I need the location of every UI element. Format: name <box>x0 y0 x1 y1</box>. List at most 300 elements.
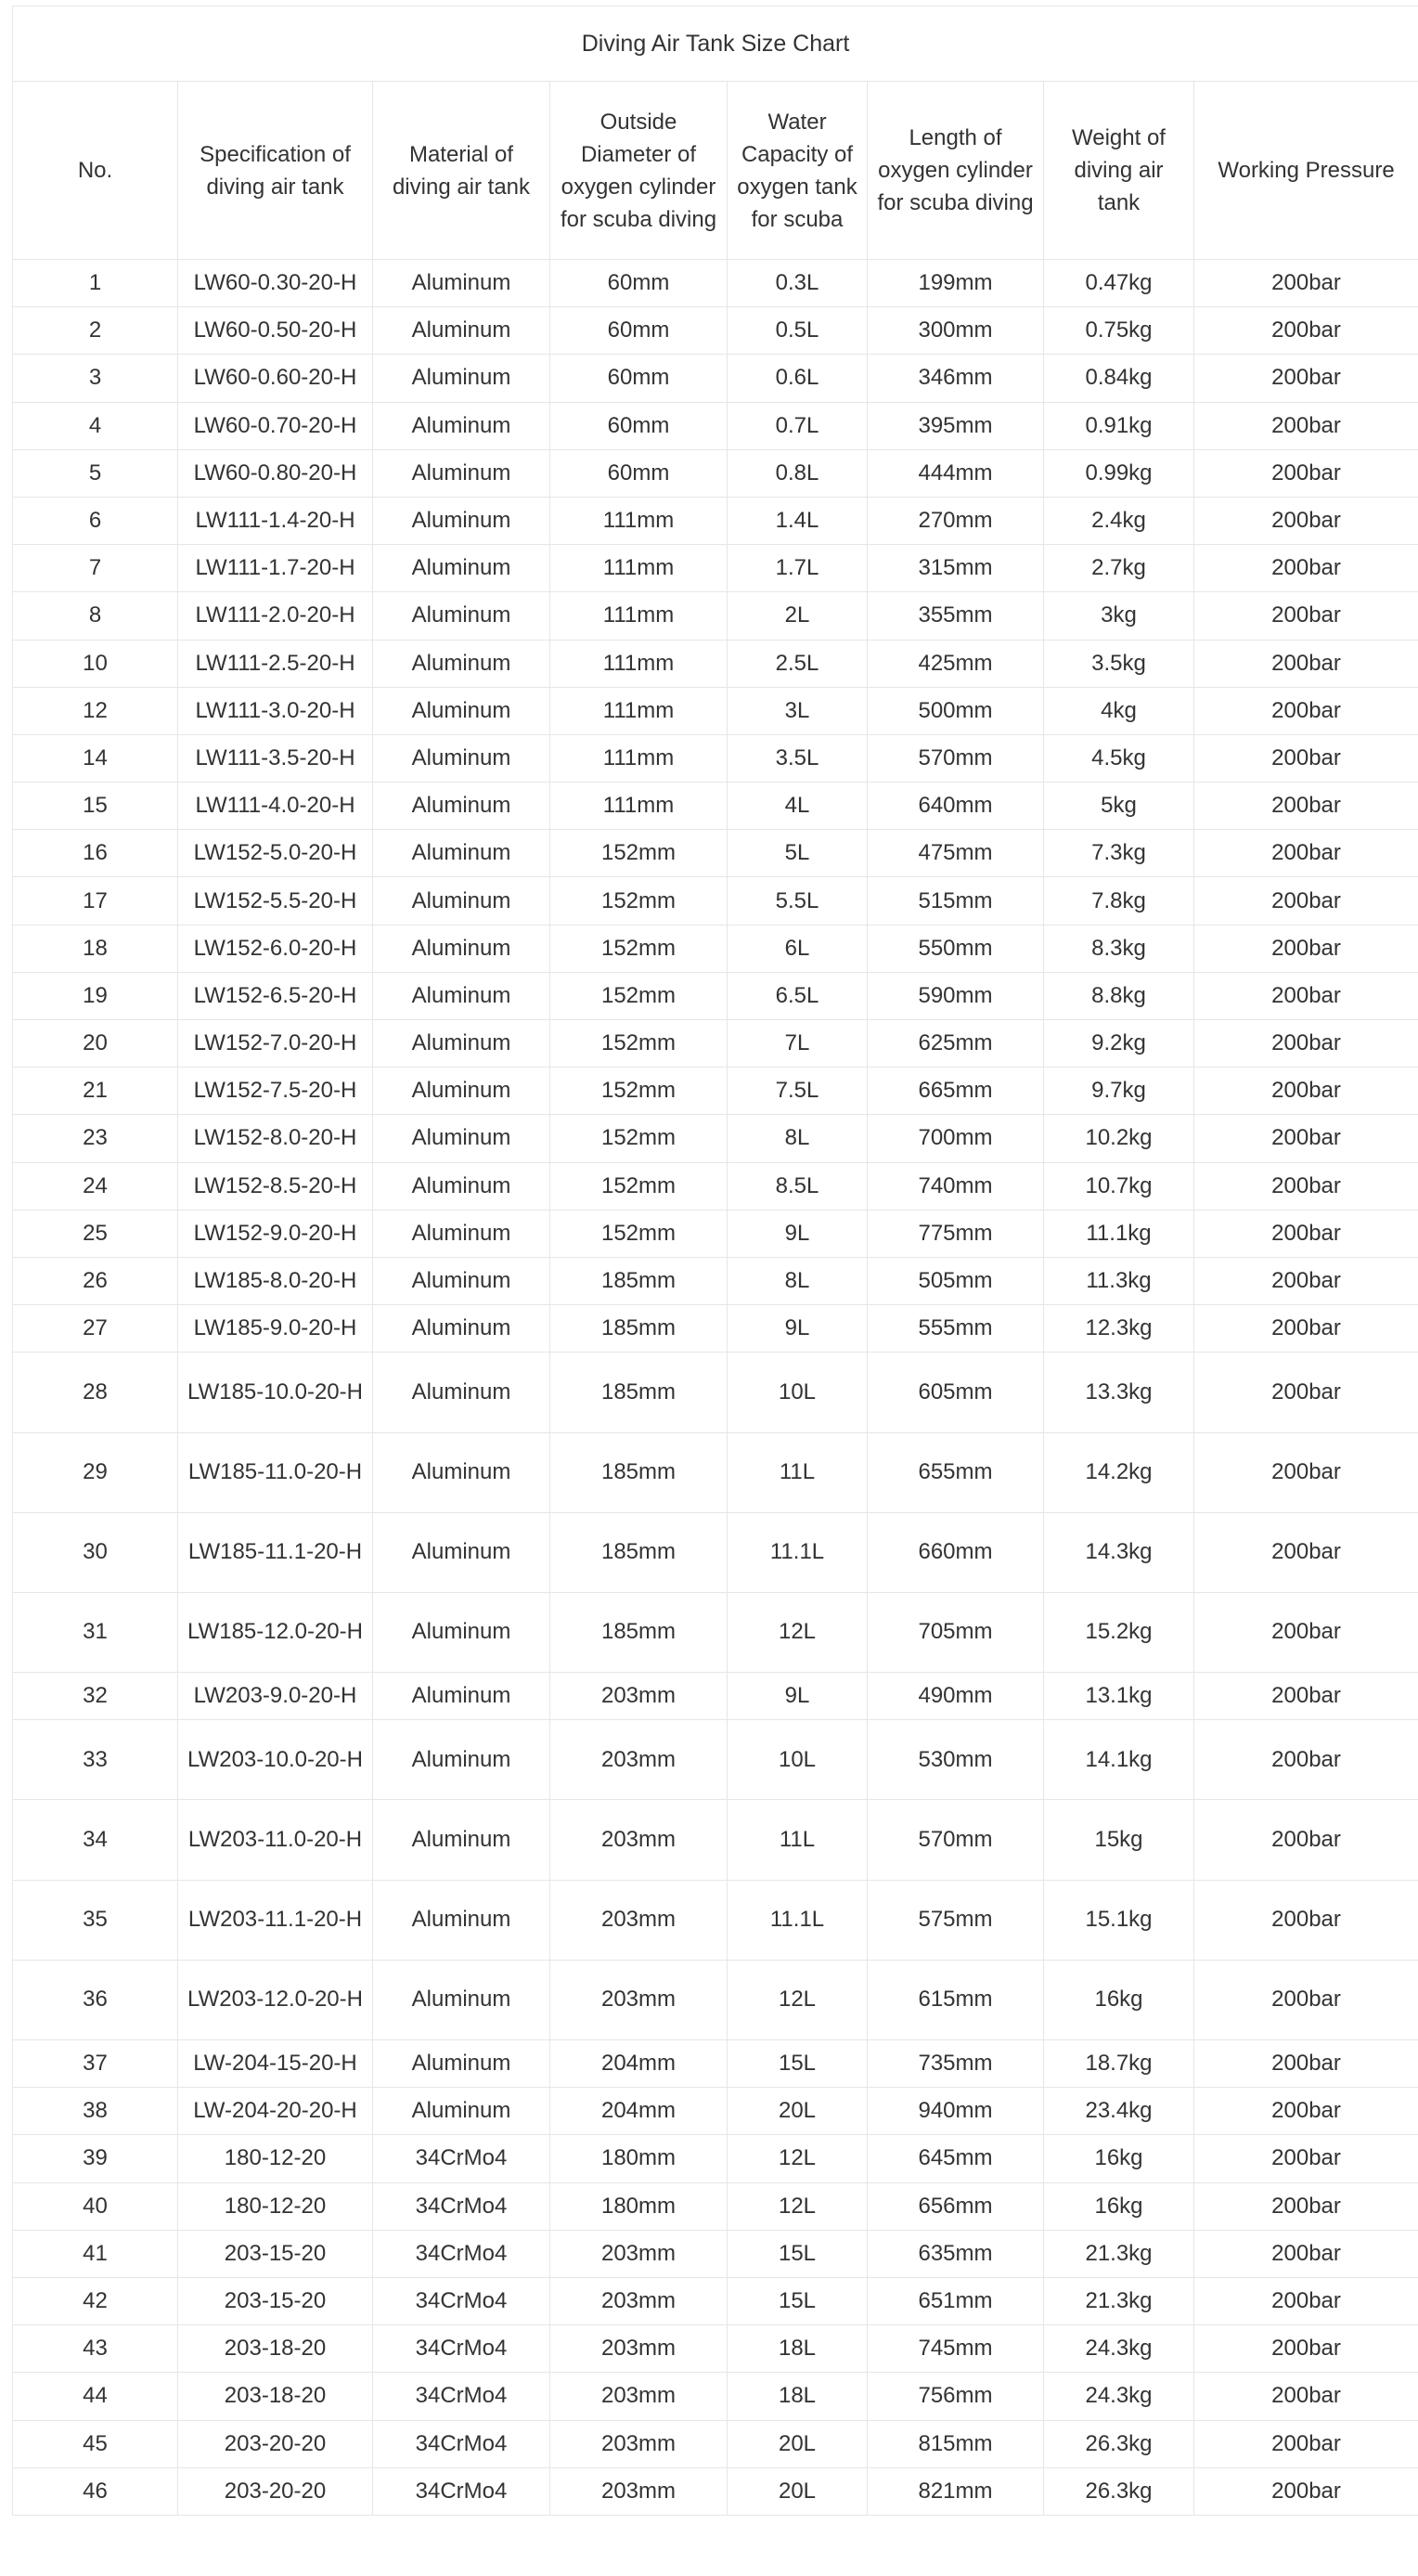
cell-weight: 0.75kg <box>1044 307 1194 355</box>
cell-specification: 180-12-20 <box>178 2182 373 2230</box>
cell-weight: 7.3kg <box>1044 830 1194 877</box>
cell-specification: 180-12-20 <box>178 2135 373 2182</box>
header-length: Length of oxygen cylinder for scuba diving <box>868 82 1044 260</box>
cell-material: Aluminum <box>373 1800 550 1880</box>
cell-no: 42 <box>13 2277 178 2324</box>
cell-water-capacity: 0.5L <box>728 307 868 355</box>
cell-water-capacity: 1.7L <box>728 545 868 592</box>
cell-working-pressure: 200bar <box>1194 1068 1418 1115</box>
cell-water-capacity: 8L <box>728 1115 868 1162</box>
cell-no: 31 <box>13 1592 178 1672</box>
cell-working-pressure: 200bar <box>1194 1305 1418 1353</box>
cell-specification: LW185-11.1-20-H <box>178 1512 373 1592</box>
cell-length: 425mm <box>868 640 1044 687</box>
cell-outside-diameter: 152mm <box>550 1210 728 1257</box>
cell-specification: 203-15-20 <box>178 2277 373 2324</box>
cell-water-capacity: 5L <box>728 830 868 877</box>
cell-working-pressure: 200bar <box>1194 2373 1418 2420</box>
cell-water-capacity: 11.1L <box>728 1880 868 1960</box>
cell-length: 315mm <box>868 545 1044 592</box>
cell-water-capacity: 15L <box>728 2040 868 2088</box>
table-row <box>13 972 1418 1019</box>
cell-outside-diameter: 203mm <box>550 1673 728 1720</box>
cell-no: 40 <box>13 2182 178 2230</box>
cell-working-pressure: 200bar <box>1194 830 1418 877</box>
cell-material: 34CrMo4 <box>373 2230 550 2277</box>
header-weight: Weight of diving air tank <box>1044 82 1194 260</box>
cell-material: Aluminum <box>373 877 550 925</box>
cell-water-capacity: 15L <box>728 2277 868 2324</box>
cell-no: 8 <box>13 592 178 640</box>
table-row <box>13 2040 1418 2088</box>
cell-length: 395mm <box>868 402 1044 449</box>
cell-outside-diameter: 185mm <box>550 1257 728 1304</box>
cell-specification: LW203-11.1-20-H <box>178 1880 373 1960</box>
cell-length: 700mm <box>868 1115 1044 1162</box>
cell-length: 655mm <box>868 1432 1044 1512</box>
table-title: Diving Air Tank Size Chart <box>13 6 1418 82</box>
cell-material: Aluminum <box>373 1115 550 1162</box>
size-chart-table <box>12 6 1418 2516</box>
cell-working-pressure: 200bar <box>1194 1720 1418 1800</box>
cell-specification: LW60-0.50-20-H <box>178 307 373 355</box>
table-row <box>13 1512 1418 1592</box>
cell-length: 735mm <box>868 2040 1044 2088</box>
cell-no: 45 <box>13 2420 178 2467</box>
cell-material: 34CrMo4 <box>373 2467 550 2515</box>
cell-material: Aluminum <box>373 449 550 497</box>
cell-material: Aluminum <box>373 1162 550 1210</box>
cell-working-pressure: 200bar <box>1194 592 1418 640</box>
cell-material: 34CrMo4 <box>373 2325 550 2373</box>
cell-outside-diameter: 111mm <box>550 687 728 734</box>
cell-working-pressure: 200bar <box>1194 2182 1418 2230</box>
cell-working-pressure: 200bar <box>1194 640 1418 687</box>
cell-no: 25 <box>13 1210 178 1257</box>
cell-specification: LW60-0.60-20-H <box>178 355 373 402</box>
cell-specification: LW185-8.0-20-H <box>178 1257 373 1304</box>
cell-no: 37 <box>13 2040 178 2088</box>
cell-working-pressure: 200bar <box>1194 2325 1418 2373</box>
table-row <box>13 2088 1418 2135</box>
cell-no: 29 <box>13 1432 178 1512</box>
table-row <box>13 260 1418 307</box>
cell-weight: 8.8kg <box>1044 972 1194 1019</box>
cell-weight: 18.7kg <box>1044 2040 1194 2088</box>
cell-outside-diameter: 185mm <box>550 1592 728 1672</box>
table-row <box>13 1115 1418 1162</box>
cell-no: 12 <box>13 687 178 734</box>
cell-water-capacity: 5.5L <box>728 877 868 925</box>
cell-water-capacity: 11L <box>728 1432 868 1512</box>
cell-length: 740mm <box>868 1162 1044 1210</box>
cell-working-pressure: 200bar <box>1194 877 1418 925</box>
table-row <box>13 497 1418 544</box>
cell-outside-diameter: 152mm <box>550 830 728 877</box>
cell-weight: 15.1kg <box>1044 1880 1194 1960</box>
cell-water-capacity: 9L <box>728 1305 868 1353</box>
cell-working-pressure: 200bar <box>1194 355 1418 402</box>
cell-specification: LW203-10.0-20-H <box>178 1720 373 1800</box>
cell-no: 30 <box>13 1512 178 1592</box>
cell-material: Aluminum <box>373 2040 550 2088</box>
cell-outside-diameter: 203mm <box>550 1720 728 1800</box>
cell-no: 2 <box>13 307 178 355</box>
cell-water-capacity: 18L <box>728 2373 868 2420</box>
cell-length: 515mm <box>868 877 1044 925</box>
cell-specification: LW152-8.5-20-H <box>178 1162 373 1210</box>
table-row <box>13 2277 1418 2324</box>
cell-length: 475mm <box>868 830 1044 877</box>
cell-outside-diameter: 203mm <box>550 2230 728 2277</box>
cell-outside-diameter: 152mm <box>550 1115 728 1162</box>
cell-weight: 13.3kg <box>1044 1353 1194 1432</box>
cell-specification: 203-20-20 <box>178 2467 373 2515</box>
cell-no: 16 <box>13 830 178 877</box>
cell-water-capacity: 3L <box>728 687 868 734</box>
table-row <box>13 2182 1418 2230</box>
cell-material: Aluminum <box>373 1720 550 1800</box>
cell-water-capacity: 12L <box>728 2135 868 2182</box>
cell-outside-diameter: 185mm <box>550 1432 728 1512</box>
cell-length: 555mm <box>868 1305 1044 1353</box>
cell-no: 26 <box>13 1257 178 1304</box>
cell-specification: LW111-4.0-20-H <box>178 783 373 830</box>
table-row <box>13 2373 1418 2420</box>
cell-working-pressure: 200bar <box>1194 2040 1418 2088</box>
cell-weight: 24.3kg <box>1044 2373 1194 2420</box>
cell-specification: LW111-1.4-20-H <box>178 497 373 544</box>
cell-outside-diameter: 185mm <box>550 1353 728 1432</box>
cell-no: 4 <box>13 402 178 449</box>
cell-working-pressure: 200bar <box>1194 1020 1418 1068</box>
cell-no: 10 <box>13 640 178 687</box>
cell-specification: 203-18-20 <box>178 2373 373 2420</box>
cell-material: Aluminum <box>373 830 550 877</box>
cell-no: 27 <box>13 1305 178 1353</box>
table-body <box>13 260 1418 2516</box>
cell-weight: 4.5kg <box>1044 734 1194 782</box>
cell-working-pressure: 200bar <box>1194 1115 1418 1162</box>
cell-length: 505mm <box>868 1257 1044 1304</box>
cell-working-pressure: 200bar <box>1194 2135 1418 2182</box>
cell-length: 615mm <box>868 1960 1044 2039</box>
cell-material: Aluminum <box>373 687 550 734</box>
cell-working-pressure: 200bar <box>1194 1210 1418 1257</box>
cell-outside-diameter: 111mm <box>550 545 728 592</box>
cell-length: 940mm <box>868 2088 1044 2135</box>
cell-length: 346mm <box>868 355 1044 402</box>
cell-weight: 14.1kg <box>1044 1720 1194 1800</box>
cell-length: 550mm <box>868 925 1044 972</box>
cell-working-pressure: 200bar <box>1194 687 1418 734</box>
cell-material: Aluminum <box>373 402 550 449</box>
table-row <box>13 1257 1418 1304</box>
cell-material: 34CrMo4 <box>373 2182 550 2230</box>
table-row <box>13 1720 1418 1800</box>
cell-no: 15 <box>13 783 178 830</box>
cell-weight: 9.7kg <box>1044 1068 1194 1115</box>
cell-material: Aluminum <box>373 355 550 402</box>
header-water-capacity: Water Capacity of oxygen tank for scuba <box>728 82 868 260</box>
cell-no: 36 <box>13 1960 178 2039</box>
cell-water-capacity: 7L <box>728 1020 868 1068</box>
cell-water-capacity: 11L <box>728 1800 868 1880</box>
cell-length: 530mm <box>868 1720 1044 1800</box>
cell-material: Aluminum <box>373 1592 550 1672</box>
cell-weight: 16kg <box>1044 2135 1194 2182</box>
table-row <box>13 1673 1418 1720</box>
table-row <box>13 640 1418 687</box>
cell-specification: LW152-9.0-20-H <box>178 1210 373 1257</box>
cell-material: Aluminum <box>373 734 550 782</box>
cell-weight: 3.5kg <box>1044 640 1194 687</box>
table-row <box>13 1880 1418 1960</box>
cell-no: 33 <box>13 1720 178 1800</box>
cell-weight: 0.99kg <box>1044 449 1194 497</box>
table-row <box>13 1162 1418 1210</box>
cell-length: 444mm <box>868 449 1044 497</box>
cell-no: 14 <box>13 734 178 782</box>
cell-no: 44 <box>13 2373 178 2420</box>
cell-outside-diameter: 185mm <box>550 1305 728 1353</box>
cell-length: 635mm <box>868 2230 1044 2277</box>
table-row <box>13 734 1418 782</box>
cell-water-capacity: 15L <box>728 2230 868 2277</box>
table-row <box>13 1432 1418 1512</box>
cell-weight: 3kg <box>1044 592 1194 640</box>
cell-material: Aluminum <box>373 1353 550 1432</box>
cell-material: Aluminum <box>373 1432 550 1512</box>
header-row <box>13 82 1418 260</box>
cell-material: Aluminum <box>373 1020 550 1068</box>
cell-working-pressure: 200bar <box>1194 1257 1418 1304</box>
cell-weight: 21.3kg <box>1044 2230 1194 2277</box>
cell-weight: 8.3kg <box>1044 925 1194 972</box>
cell-specification: LW152-7.0-20-H <box>178 1020 373 1068</box>
cell-water-capacity: 0.3L <box>728 260 868 307</box>
table-row <box>13 1800 1418 1880</box>
cell-outside-diameter: 60mm <box>550 260 728 307</box>
cell-length: 775mm <box>868 1210 1044 1257</box>
cell-specification: LW111-2.0-20-H <box>178 592 373 640</box>
cell-water-capacity: 6L <box>728 925 868 972</box>
table-row <box>13 1068 1418 1115</box>
cell-specification: LW152-8.0-20-H <box>178 1115 373 1162</box>
cell-water-capacity: 20L <box>728 2420 868 2467</box>
table-row <box>13 355 1418 402</box>
cell-material: Aluminum <box>373 1068 550 1115</box>
cell-water-capacity: 0.8L <box>728 449 868 497</box>
cell-length: 605mm <box>868 1353 1044 1432</box>
cell-outside-diameter: 203mm <box>550 1800 728 1880</box>
cell-water-capacity: 20L <box>728 2088 868 2135</box>
cell-specification: LW185-11.0-20-H <box>178 1432 373 1512</box>
table-row <box>13 402 1418 449</box>
cell-no: 1 <box>13 260 178 307</box>
cell-working-pressure: 200bar <box>1194 783 1418 830</box>
cell-outside-diameter: 152mm <box>550 1162 728 1210</box>
cell-weight: 2.4kg <box>1044 497 1194 544</box>
cell-specification: LW185-9.0-20-H <box>178 1305 373 1353</box>
cell-outside-diameter: 152mm <box>550 877 728 925</box>
header-no: No. <box>13 82 178 260</box>
cell-outside-diameter: 60mm <box>550 307 728 355</box>
cell-water-capacity: 18L <box>728 2325 868 2373</box>
cell-no: 23 <box>13 1115 178 1162</box>
cell-length: 745mm <box>868 2325 1044 2373</box>
cell-water-capacity: 9L <box>728 1673 868 1720</box>
cell-weight: 26.3kg <box>1044 2420 1194 2467</box>
cell-material: 34CrMo4 <box>373 2277 550 2324</box>
cell-water-capacity: 20L <box>728 2467 868 2515</box>
cell-no: 3 <box>13 355 178 402</box>
cell-length: 651mm <box>868 2277 1044 2324</box>
cell-weight: 5kg <box>1044 783 1194 830</box>
cell-water-capacity: 12L <box>728 1592 868 1672</box>
cell-outside-diameter: 60mm <box>550 449 728 497</box>
cell-length: 199mm <box>868 260 1044 307</box>
cell-outside-diameter: 203mm <box>550 2467 728 2515</box>
cell-material: Aluminum <box>373 1210 550 1257</box>
cell-water-capacity: 0.6L <box>728 355 868 402</box>
cell-working-pressure: 200bar <box>1194 2277 1418 2324</box>
cell-water-capacity: 2.5L <box>728 640 868 687</box>
cell-working-pressure: 200bar <box>1194 307 1418 355</box>
cell-working-pressure: 200bar <box>1194 2467 1418 2515</box>
table-row <box>13 307 1418 355</box>
cell-no: 38 <box>13 2088 178 2135</box>
table-row <box>13 830 1418 877</box>
table-row <box>13 2420 1418 2467</box>
cell-length: 575mm <box>868 1880 1044 1960</box>
cell-specification: LW203-12.0-20-H <box>178 1960 373 2039</box>
cell-no: 46 <box>13 2467 178 2515</box>
title-row <box>13 6 1418 82</box>
cell-outside-diameter: 203mm <box>550 2420 728 2467</box>
cell-weight: 24.3kg <box>1044 2325 1194 2373</box>
cell-material: Aluminum <box>373 925 550 972</box>
cell-working-pressure: 200bar <box>1194 260 1418 307</box>
cell-no: 21 <box>13 1068 178 1115</box>
table-row <box>13 877 1418 925</box>
cell-working-pressure: 200bar <box>1194 545 1418 592</box>
cell-no: 41 <box>13 2230 178 2277</box>
cell-specification: LW152-5.5-20-H <box>178 877 373 925</box>
cell-specification: LW-204-20-20-H <box>178 2088 373 2135</box>
cell-weight: 13.1kg <box>1044 1673 1194 1720</box>
cell-working-pressure: 200bar <box>1194 1353 1418 1432</box>
cell-length: 570mm <box>868 734 1044 782</box>
cell-material: Aluminum <box>373 640 550 687</box>
cell-working-pressure: 200bar <box>1194 925 1418 972</box>
cell-length: 656mm <box>868 2182 1044 2230</box>
cell-specification: 203-18-20 <box>178 2325 373 2373</box>
cell-working-pressure: 200bar <box>1194 2230 1418 2277</box>
cell-water-capacity: 8L <box>728 1257 868 1304</box>
table-row <box>13 2230 1418 2277</box>
cell-material: Aluminum <box>373 783 550 830</box>
table-row <box>13 1305 1418 1353</box>
cell-specification: LW152-6.0-20-H <box>178 925 373 972</box>
cell-length: 270mm <box>868 497 1044 544</box>
cell-no: 5 <box>13 449 178 497</box>
cell-water-capacity: 6.5L <box>728 972 868 1019</box>
cell-length: 821mm <box>868 2467 1044 2515</box>
cell-specification: LW152-7.5-20-H <box>178 1068 373 1115</box>
cell-specification: LW152-5.0-20-H <box>178 830 373 877</box>
cell-working-pressure: 200bar <box>1194 402 1418 449</box>
cell-no: 20 <box>13 1020 178 1068</box>
cell-specification: LW111-2.5-20-H <box>178 640 373 687</box>
table-row <box>13 925 1418 972</box>
cell-outside-diameter: 111mm <box>550 734 728 782</box>
table-row <box>13 783 1418 830</box>
cell-material: Aluminum <box>373 972 550 1019</box>
cell-working-pressure: 200bar <box>1194 1673 1418 1720</box>
cell-length: 705mm <box>868 1592 1044 1672</box>
table-row <box>13 1020 1418 1068</box>
cell-working-pressure: 200bar <box>1194 1592 1418 1672</box>
cell-water-capacity: 1.4L <box>728 497 868 544</box>
cell-length: 815mm <box>868 2420 1044 2467</box>
cell-outside-diameter: 185mm <box>550 1512 728 1592</box>
cell-no: 6 <box>13 497 178 544</box>
cell-material: Aluminum <box>373 1512 550 1592</box>
cell-weight: 7.8kg <box>1044 877 1194 925</box>
cell-water-capacity: 3.5L <box>728 734 868 782</box>
table-row <box>13 1960 1418 2039</box>
cell-specification: LW152-6.5-20-H <box>178 972 373 1019</box>
cell-material: Aluminum <box>373 1305 550 1353</box>
cell-specification: LW111-1.7-20-H <box>178 545 373 592</box>
cell-no: 7 <box>13 545 178 592</box>
cell-outside-diameter: 203mm <box>550 2325 728 2373</box>
cell-material: Aluminum <box>373 545 550 592</box>
header-working-pressure: Working Pressure <box>1194 82 1418 260</box>
cell-outside-diameter: 180mm <box>550 2182 728 2230</box>
cell-material: Aluminum <box>373 1673 550 1720</box>
cell-outside-diameter: 204mm <box>550 2040 728 2088</box>
cell-weight: 14.3kg <box>1044 1512 1194 1592</box>
cell-outside-diameter: 111mm <box>550 640 728 687</box>
cell-length: 500mm <box>868 687 1044 734</box>
cell-length: 665mm <box>868 1068 1044 1115</box>
cell-weight: 11.1kg <box>1044 1210 1194 1257</box>
cell-water-capacity: 4L <box>728 783 868 830</box>
cell-material: 34CrMo4 <box>373 2373 550 2420</box>
cell-water-capacity: 11.1L <box>728 1512 868 1592</box>
cell-water-capacity: 2L <box>728 592 868 640</box>
cell-weight: 26.3kg <box>1044 2467 1194 2515</box>
cell-outside-diameter: 111mm <box>550 783 728 830</box>
cell-outside-diameter: 152mm <box>550 925 728 972</box>
cell-weight: 0.91kg <box>1044 402 1194 449</box>
cell-specification: LW203-9.0-20-H <box>178 1673 373 1720</box>
cell-length: 490mm <box>868 1673 1044 1720</box>
cell-weight: 10.7kg <box>1044 1162 1194 1210</box>
cell-working-pressure: 200bar <box>1194 1880 1418 1960</box>
cell-working-pressure: 200bar <box>1194 497 1418 544</box>
cell-weight: 4kg <box>1044 687 1194 734</box>
cell-weight: 9.2kg <box>1044 1020 1194 1068</box>
cell-no: 28 <box>13 1353 178 1432</box>
cell-outside-diameter: 152mm <box>550 1020 728 1068</box>
cell-specification: LW60-0.80-20-H <box>178 449 373 497</box>
cell-weight: 14.2kg <box>1044 1432 1194 1512</box>
cell-water-capacity: 10L <box>728 1720 868 1800</box>
cell-specification: LW111-3.5-20-H <box>178 734 373 782</box>
